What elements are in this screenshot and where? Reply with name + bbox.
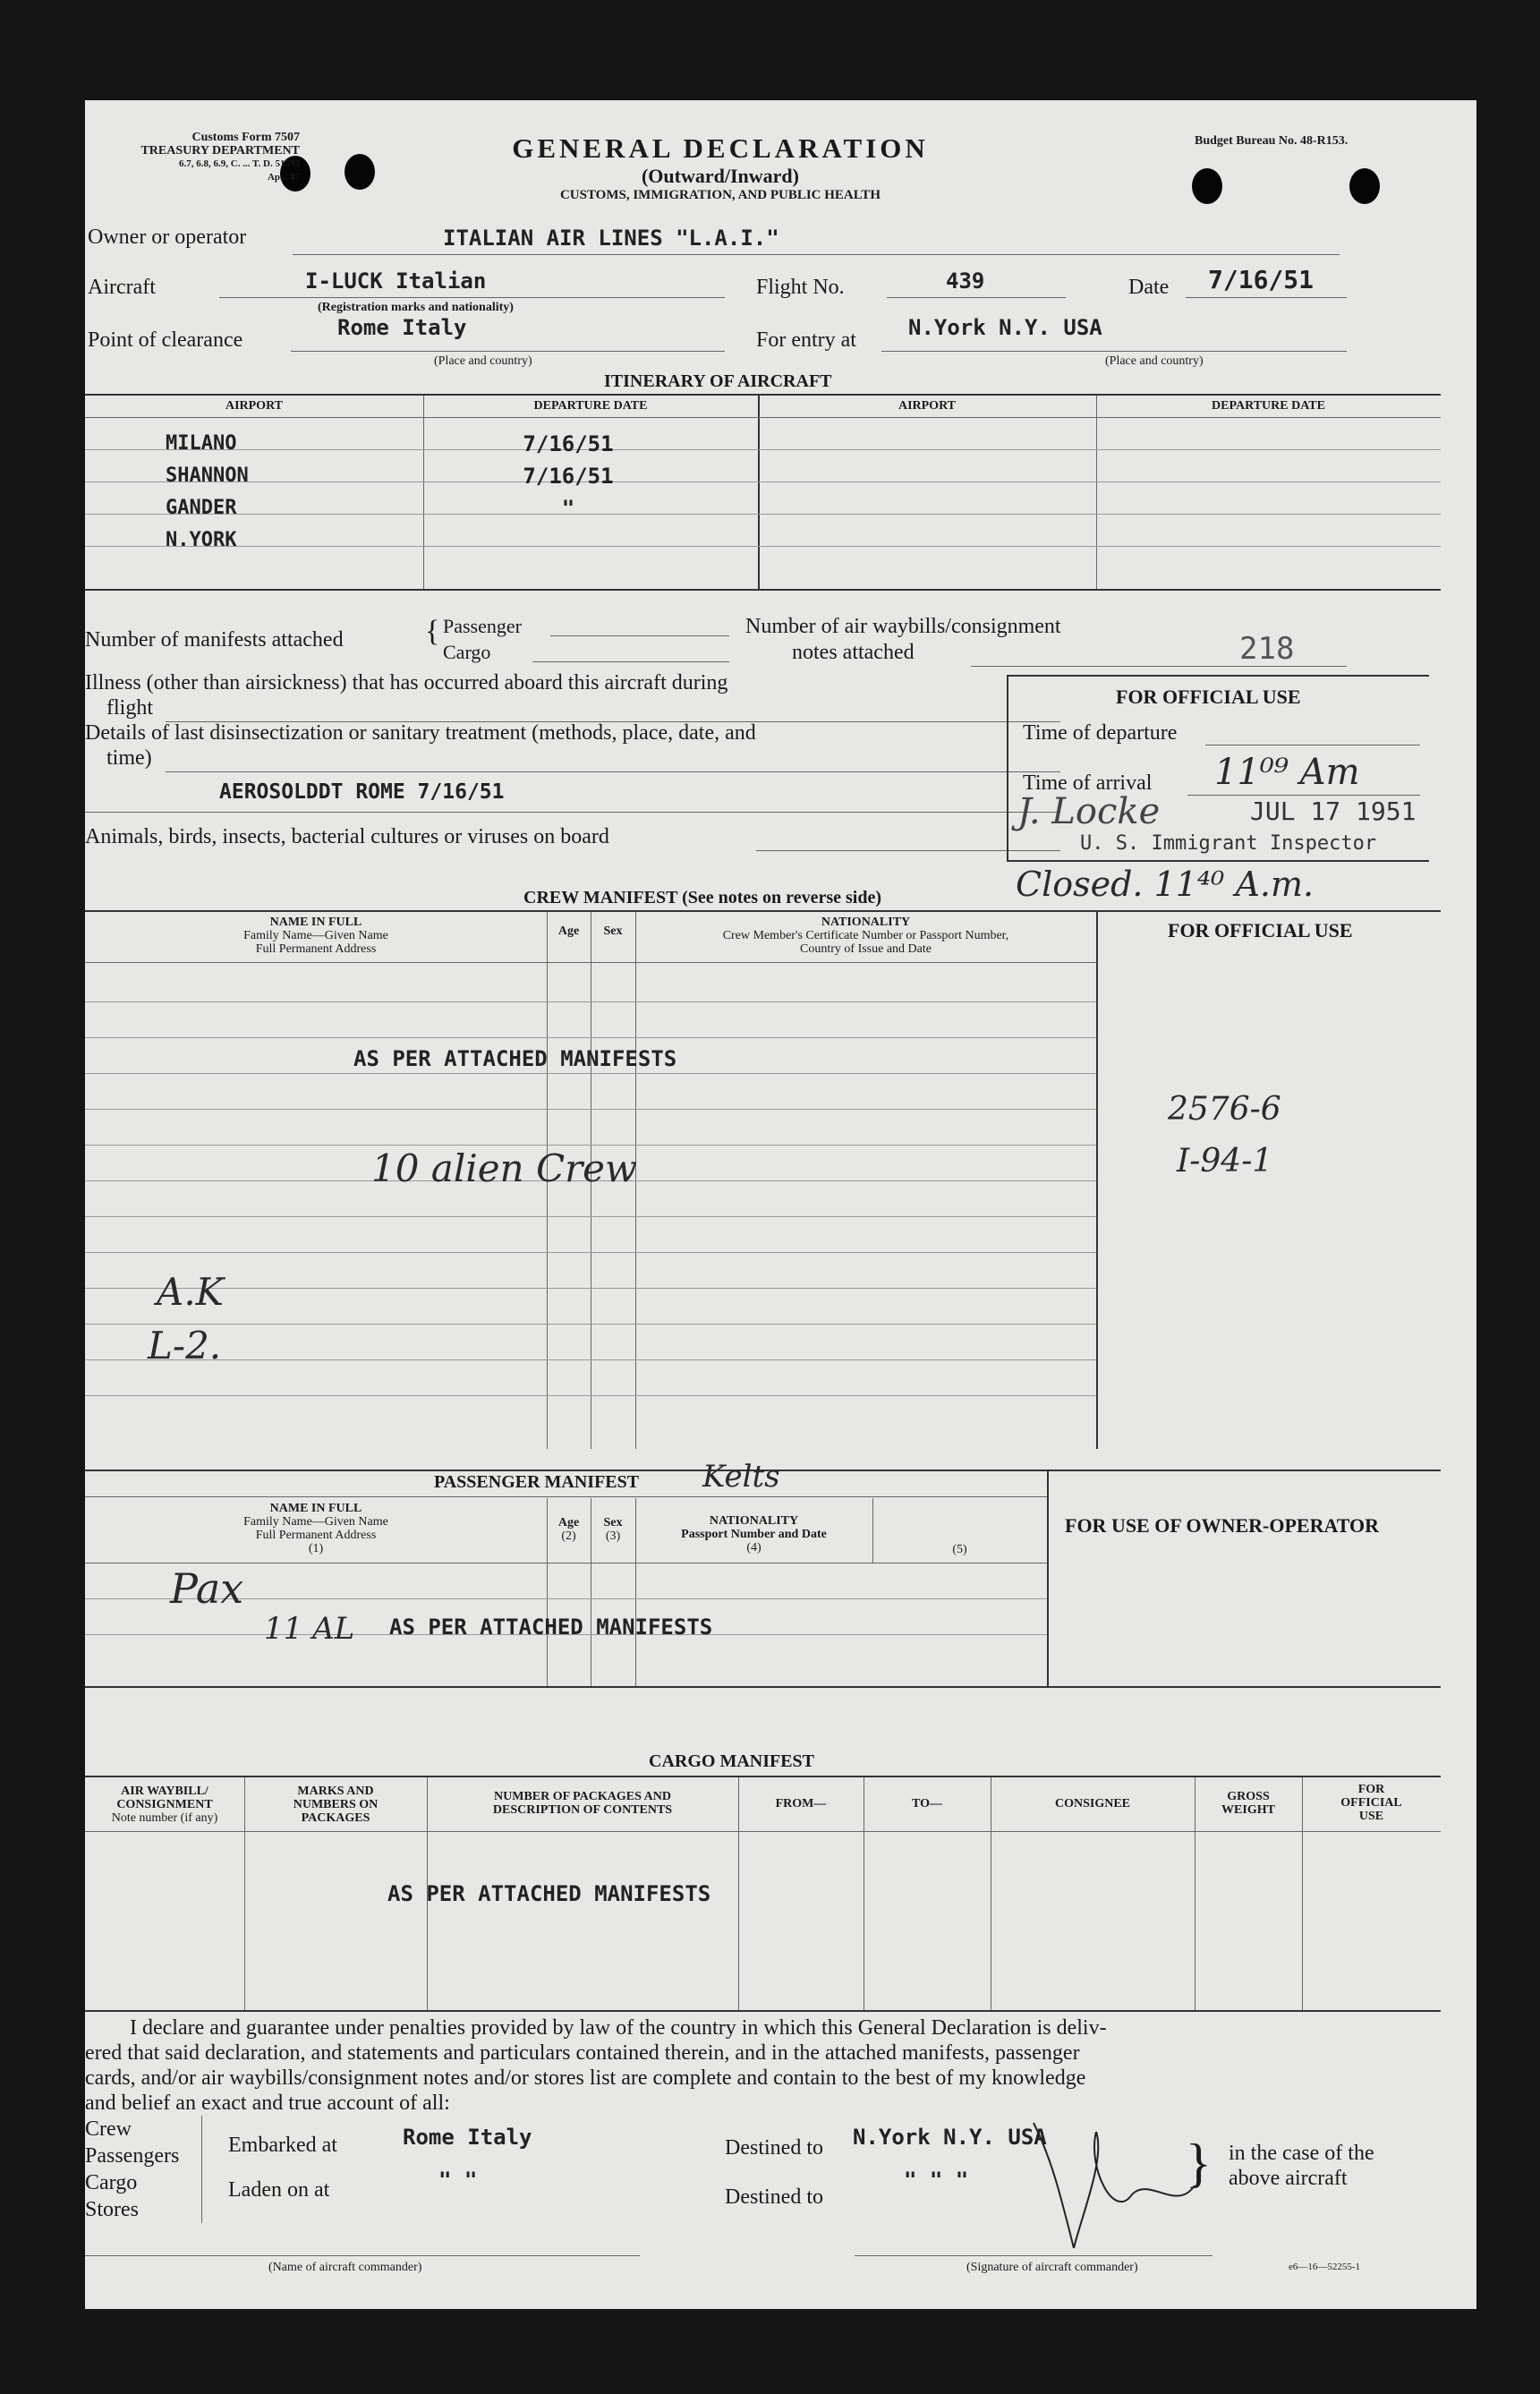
- owner-label: Owner or operator: [88, 226, 247, 249]
- itinerary-airports: [166, 428, 249, 557]
- passenger-col-name: [85, 1502, 547, 1555]
- crew-col-name-2: Family Name—Given Name: [243, 929, 388, 942]
- passenger-col-sex: [591, 1516, 635, 1543]
- manifests-label: Number of manifests attached: [85, 628, 344, 652]
- sig-left-label: (Name of aircraft commander): [268, 2261, 422, 2274]
- passenger-col-age: [547, 1516, 591, 1543]
- category-cargo: Cargo: [85, 2171, 138, 2194]
- print-code: e6—16—52255-1: [1289, 2262, 1361, 2272]
- cargo-title: CARGO MANIFEST: [649, 1751, 815, 1771]
- department: TREASURY DEPARTMENT: [140, 144, 300, 158]
- declaration-categories: [85, 2116, 179, 2223]
- closed-note: Closed. 11⁴⁰ A.m.: [1016, 865, 1315, 904]
- aircraft-label: Aircraft: [88, 276, 156, 299]
- passenger-col-nat-num: (4): [746, 1541, 761, 1555]
- cargo-col-consignee: CONSIGNEE: [1054, 1797, 1131, 1810]
- waybills-label-2: notes attached: [792, 641, 915, 664]
- official-title: FOR OFFICIAL USE: [1116, 686, 1301, 708]
- crew-hand-code: L-2.: [148, 1324, 222, 1367]
- destined2-value: " " ": [904, 2168, 969, 2193]
- flight-value: 439: [946, 268, 985, 294]
- aircraft-value: I-LUCK Italian: [305, 268, 487, 294]
- cargo-col-2c: PACKAGES: [301, 1811, 370, 1825]
- clearance-line: [291, 351, 725, 352]
- passenger-col-5: (5): [952, 1543, 967, 1556]
- passenger-col-sex-label: Sex: [603, 1516, 623, 1529]
- cargo-col-marks: [244, 1785, 427, 1825]
- commander-signature-icon: [998, 2105, 1204, 2266]
- cargo-col-1c: Note number (if any): [111, 1811, 218, 1825]
- inspector-title: U. S. Immigrant Inspector: [1080, 832, 1377, 855]
- category-crew: Crew: [85, 2117, 132, 2141]
- passenger-col-nat-1: NATIONALITY: [709, 1514, 799, 1528]
- owner-value: ITALIAN AIR LINES "L.A.I.": [443, 226, 779, 251]
- crew-col-nat-2: Crew Member's Certificate Number or Passport Number,: [722, 929, 1009, 942]
- passenger-col-sex-num: (3): [605, 1529, 621, 1543]
- cargo-col-8a: FOR: [1357, 1783, 1385, 1796]
- form-agencies: CUSTOMS, IMMIGRATION, AND PUBLIC HEALTH: [559, 188, 881, 202]
- itinerary-airport: MILANO: [166, 432, 237, 455]
- crew-col-nat-1: NATIONALITY: [821, 916, 911, 929]
- cargo-col-7a: GROSS: [1227, 1790, 1270, 1803]
- cargo-col-waybill: [85, 1785, 244, 1825]
- cargo-col-2a: MARKS AND: [297, 1785, 374, 1798]
- passenger-col-owner: FOR USE OF OWNER-OPERATOR: [1065, 1514, 1380, 1537]
- passenger-col-nationality: [635, 1514, 872, 1555]
- case-note-1: in the case of the: [1229, 2142, 1374, 2165]
- cargo-label: Cargo: [443, 641, 491, 663]
- date-label: Date: [1128, 276, 1170, 299]
- arrival-label: Time of arrival: [1023, 771, 1153, 795]
- passenger-title: PASSENGER MANIFEST: [434, 1472, 640, 1492]
- passenger-entry: AS PER ATTACHED MANIFESTS: [389, 1614, 713, 1640]
- aircraft-line: [219, 297, 725, 298]
- cargo-col-packages: [427, 1790, 738, 1817]
- declaration-text: [85, 2015, 1441, 2116]
- passenger-col-name-2: Family Name—Given Name: [243, 1515, 388, 1529]
- itinerary-date: 7/16/51: [523, 431, 614, 456]
- crew-col-age: Age: [557, 924, 580, 938]
- clearance-value: Rome Italy: [337, 315, 467, 340]
- stamp-date: JUL 17 1951: [1250, 797, 1417, 826]
- crew-official-2: I-94-1: [1177, 1143, 1273, 1180]
- illness-label-2: flight: [106, 696, 153, 720]
- articles: 6.7, 6.8, 6.9, C. ... T. D. 51595: [179, 158, 300, 169]
- date-line: [1186, 297, 1347, 298]
- destined2-label: Destined to: [725, 2185, 823, 2209]
- passenger-initials: Kelts: [702, 1459, 780, 1495]
- punch-hole-icon: [1349, 168, 1380, 204]
- crew-col-nat-3: Country of Issue and Date: [800, 942, 932, 956]
- passenger-col-age-num: (2): [561, 1529, 576, 1543]
- passenger-hand-count: 11 AL: [264, 1611, 355, 1647]
- passenger-hand-pax: Pax: [170, 1564, 244, 1613]
- itinerary-airport: GANDER: [166, 497, 237, 519]
- cargo-col-official: [1302, 1783, 1441, 1823]
- category-passengers: Passengers: [85, 2144, 180, 2168]
- itinerary-airport: SHANNON: [166, 464, 249, 487]
- clearance-label: Point of clearance: [88, 328, 243, 352]
- cargo-entry: AS PER ATTACHED MANIFESTS: [387, 1881, 711, 1906]
- itinerary-col-departure-1: DEPARTURE DATE: [533, 399, 648, 413]
- cargo-col-weight: [1195, 1790, 1302, 1817]
- clearance-sub: (Place and country): [434, 354, 532, 368]
- itinerary-table: [85, 396, 1441, 589]
- waybills-value: 218: [1239, 631, 1295, 667]
- declaration-line-1: I declare and guarantee under penalties provided by law of the country in which this General Declaration is deliv-: [130, 2016, 1107, 2040]
- embarked-label: Embarked at: [228, 2134, 337, 2157]
- itinerary-date: 7/16/51: [523, 464, 614, 489]
- cargo-col-3b: DESCRIPTION OF CONTENTS: [492, 1803, 673, 1817]
- crew-official-1: 2576-6: [1168, 1091, 1281, 1128]
- passenger-col-name-3: Full Permanent Address: [255, 1529, 377, 1542]
- itinerary-airport: N.YORK: [166, 529, 237, 551]
- itinerary-col-airport-2: AIRPORT: [898, 399, 957, 413]
- aircraft-sub: (Registration marks and nationality): [318, 301, 514, 314]
- itinerary-col-departure-2: DEPARTURE DATE: [1212, 399, 1325, 413]
- crew-col-name: [85, 916, 547, 956]
- passenger-col-name-4: (1): [308, 1542, 324, 1555]
- laden-value: " ": [438, 2168, 478, 2193]
- itinerary-bottom-line: [85, 589, 1441, 591]
- crew-entry: AS PER ATTACHED MANIFESTS: [353, 1046, 677, 1071]
- case-note-2: above aircraft: [1229, 2167, 1348, 2190]
- waybills-label: Number of air waybills/consignment: [745, 615, 1061, 638]
- crew-col-nationality: [635, 916, 1096, 956]
- animals-label: Animals, birds, insects, bacterial cultures or viruses on board: [85, 825, 609, 848]
- crew-col-sex: Sex: [603, 924, 623, 938]
- cargo-col-1a: AIR WAYBILL/: [121, 1785, 208, 1798]
- cargo-col-7b: WEIGHT: [1221, 1803, 1275, 1817]
- form-number-block: [94, 131, 300, 184]
- cargo-col-8c: USE: [1358, 1810, 1384, 1823]
- owner-line: [293, 254, 1340, 255]
- itinerary-date: ": [561, 496, 575, 521]
- approved: Ap... 47: [267, 172, 300, 183]
- sig-right-label: (Signature of aircraft commander): [966, 2261, 1138, 2274]
- brace-icon: }: [1186, 2134, 1212, 2193]
- laden-label: Laden on at: [228, 2178, 330, 2202]
- crew-col-name-3: Full Permanent Address: [255, 942, 377, 956]
- date-value: 7/16/51: [1208, 265, 1315, 294]
- passenger-col-age-label: Age: [557, 1516, 580, 1529]
- brace-icon: {: [425, 615, 440, 648]
- details-label-2: time): [106, 746, 152, 770]
- details-label: Details of last disinsectization or sanitary treatment (methods, place, date, and: [85, 721, 756, 745]
- form-number: Customs Form 7507: [191, 131, 300, 144]
- cargo-col-3a: NUMBER OF PACKAGES AND: [494, 1790, 671, 1803]
- declaration-line-4: and belief an exact and true account of all:: [85, 2092, 450, 2115]
- punch-hole-icon: [1192, 168, 1222, 204]
- form-subtitle: (Outward/Inward): [641, 165, 799, 187]
- entry-value: N.York N.Y. USA: [908, 315, 1102, 340]
- passenger-table: [85, 1498, 1441, 1686]
- entry-line: [881, 351, 1347, 352]
- crew-col-official: FOR OFFICIAL USE: [1168, 919, 1353, 941]
- itinerary-dates: [497, 428, 640, 524]
- category-stores: Stores: [85, 2198, 139, 2221]
- crew-hand-note: 10 alien Crew: [371, 1146, 637, 1190]
- details-value: AEROSOLDDT ROME 7/16/51: [219, 780, 505, 804]
- declaration-line-2: ered that said declaration, and statements and particulars contained therein, and in the attached manifests, passenger: [85, 2041, 1080, 2065]
- crew-title: CREW MANIFEST (See notes on reverse side): [523, 888, 881, 907]
- declaration-line-3: cards, and/or air waybills/consignment notes and/or stores list are complete and contain to the best of my knowledge: [85, 2066, 1086, 2090]
- passenger-col-nat-2: Passport Number and Date: [681, 1528, 827, 1541]
- crew-col-name-1: NAME IN FULL: [269, 916, 362, 929]
- cargo-col-to: TO—: [912, 1797, 942, 1810]
- flight-label: Flight No.: [756, 276, 845, 299]
- departure-label: Time of departure: [1023, 721, 1178, 745]
- cargo-col-2b: NUMBERS ON: [293, 1798, 379, 1811]
- form-title: GENERAL DECLARATION: [512, 132, 929, 164]
- illness-label: Illness (other than airsickness) that has occurred aboard this aircraft during: [85, 671, 728, 694]
- entry-label: For entry at: [756, 328, 856, 352]
- cargo-col-8b: OFFICIAL: [1340, 1796, 1402, 1810]
- declaration-form: [85, 100, 1476, 2309]
- form-heading: [470, 132, 971, 203]
- itinerary-title: ITINERARY OF AIRCRAFT: [604, 371, 832, 391]
- punch-hole-icon: [345, 154, 375, 190]
- budget-bureau: Budget Bureau No. 48-R153.: [1195, 134, 1349, 148]
- crew-hand-initials: A.K: [157, 1270, 225, 1314]
- destined-value: N.York N.Y. USA: [853, 2125, 1047, 2150]
- flight-line: [887, 297, 1066, 298]
- cargo-table: [85, 1777, 1441, 2010]
- arrival-value: 11⁰⁹ Am: [1214, 752, 1360, 793]
- cargo-col-from: FROM—: [775, 1797, 827, 1810]
- destined-label: Destined to: [725, 2136, 823, 2160]
- case-note: [1229, 2141, 1374, 2191]
- embarked-value: Rome Italy: [403, 2125, 532, 2150]
- cargo-col-1b: CONSIGNMENT: [116, 1798, 213, 1811]
- passenger-label: Passenger: [443, 615, 522, 637]
- entry-sub: (Place and country): [1105, 354, 1204, 368]
- crew-table: [85, 912, 1441, 1449]
- inspector-signature: J. Locke: [1017, 791, 1161, 832]
- passenger-col-name-1: NAME IN FULL: [269, 1502, 362, 1515]
- itinerary-col-airport-1: AIRPORT: [225, 399, 284, 413]
- official-use-box: [1007, 675, 1429, 862]
